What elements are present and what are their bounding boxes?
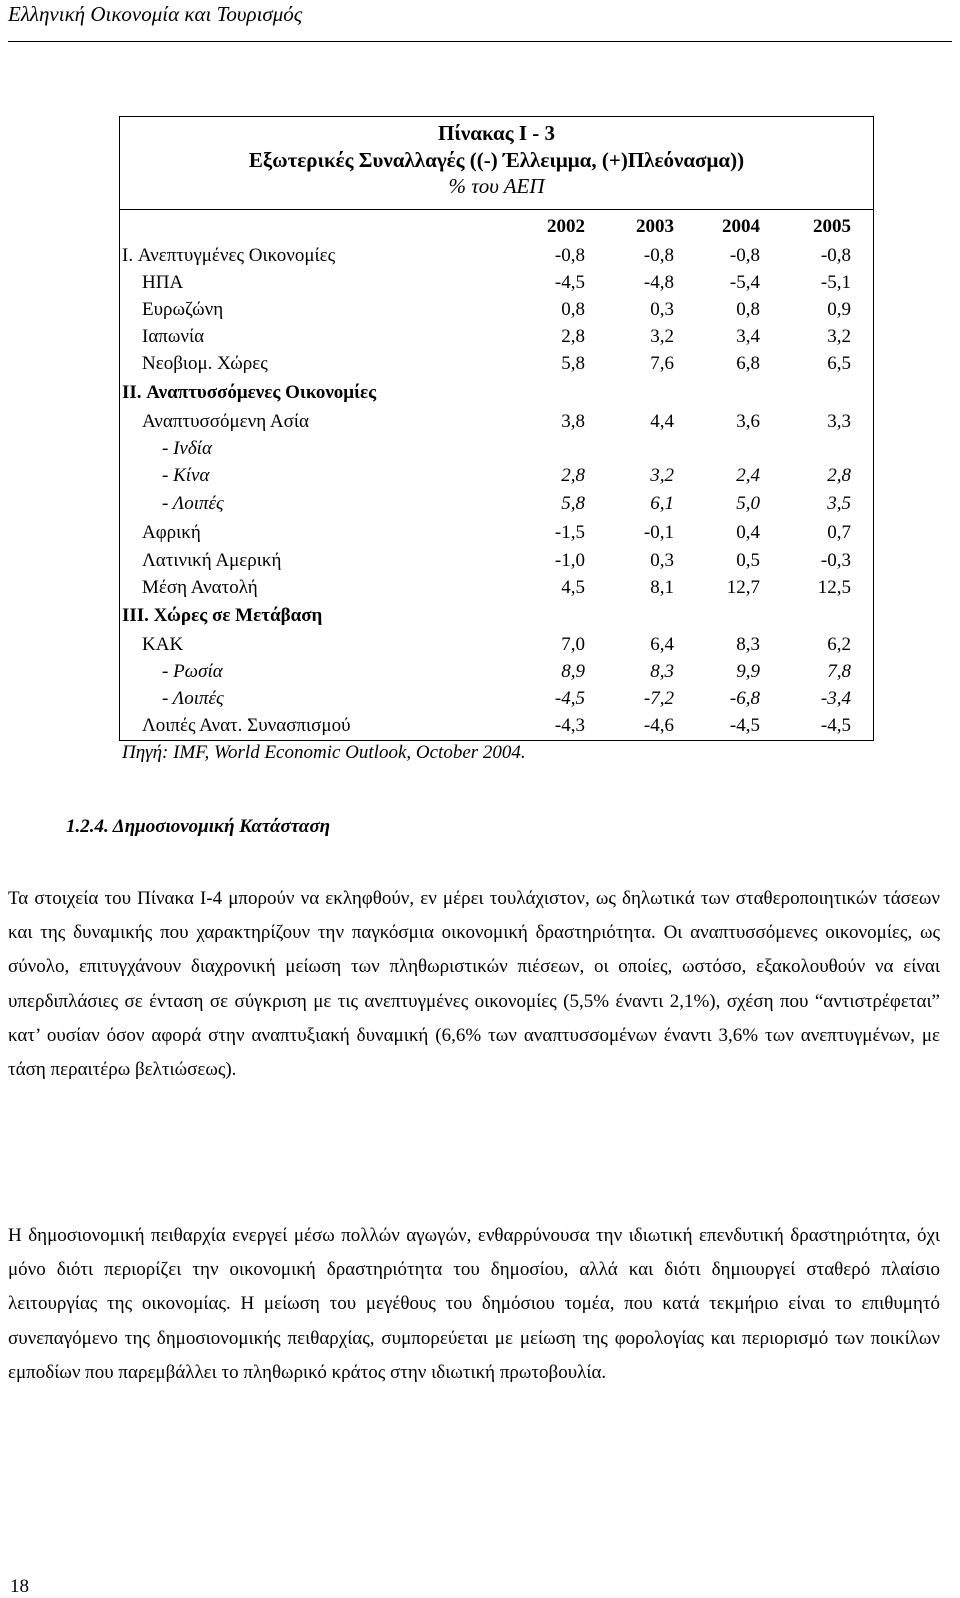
running-header: Ελληνική Οικονομία και Τουρισμός (8, 2, 303, 26)
cell: -4,8 (643, 272, 674, 293)
section-label: III. Χώρες σε Μετάβαση (122, 605, 323, 626)
cell: 8,9 (561, 661, 585, 682)
row-label: Ευρωζώνη (142, 299, 224, 320)
cell: 0,7 (827, 522, 851, 543)
row-label: ΗΠΑ (142, 272, 184, 293)
cell: 7,0 (561, 634, 585, 655)
cell: 2,8 (561, 326, 585, 347)
cell: -4,5 (820, 715, 851, 736)
cell: 9,9 (736, 661, 760, 682)
cell: 0,5 (736, 550, 760, 571)
cell: -6,8 (729, 688, 760, 709)
row-label: - Ινδία (162, 438, 212, 459)
table-row (0, 491, 960, 517)
cell: 3,2 (650, 465, 674, 486)
cell: -0,8 (820, 245, 851, 266)
cell: -4,6 (643, 715, 674, 736)
body-paragraph: Η δημοσιονομική πειθαρχία ενεργεί μέσω πολλών αγωγών, ενθαρρύνουσα την ιδιωτική επενδυτική δραστηριότητα, όχι μόνο διότι περιορίζει την οικονομική δραστηριότητα του δημοσίου, αλλά και διότι δημιουργεί σταθερό πλαίσιο λειτουργίας της οικονομίας. Η μείωση του μεγέθους του δημόσιου τομέα, που κατά τεκμήριο είναι το επιθυμητό συνεπαγόμενο της δημοσιονομικής πειθαρχίας, συμπορεύεται με μείωση της φορολογίας και περιορισμό των ποικίλων εμποδίων που παρεμβάλλει το πληθωρικό κράτος στην ιδιωτική πρωτοβουλία. (8, 1225, 940, 1383)
cell: 12,5 (817, 577, 851, 598)
cell: -7,2 (643, 688, 674, 709)
table-row (0, 686, 960, 712)
row-label: - Λοιπές (162, 493, 224, 514)
table-source-note: Πηγή: IMF, World Economic Outlook, October 2004. (122, 742, 526, 763)
table-row (0, 297, 960, 323)
cell: 4,4 (650, 411, 674, 432)
section-heading: 1.2.4. Δημοσιονομική Κατάσταση (66, 816, 331, 837)
cell: -0,3 (820, 550, 851, 571)
cell: -5,1 (820, 272, 851, 293)
table-row (0, 270, 960, 296)
row-label: Αφρική (142, 522, 201, 543)
table-row (0, 351, 960, 377)
cell: 8,3 (650, 661, 674, 682)
table-section-row (0, 380, 960, 406)
row-label: Λατινική Αμερική (142, 550, 282, 571)
cell: 3,8 (561, 411, 585, 432)
row-label: ΚΑΚ (142, 634, 184, 655)
body-paragraph: Τα στοιχεία του Πίνακα Ι-4 μπορούν να εκληφθούν, εν μέρει τουλάχιστον, ως δηλωτικά των σταθεροποιητικών τάσεων και της δυναμικής που χαρακτηρίζουν την παγκόσμια οικονομική δραστηριότητα. Οι αναπτυσσόμενες οικονομίες, ως σύνολο, επιτυγχάνουν διαχρονική μείωση των πληθωριστικών πιέσεων, οι οποίες, ωστόσο, εξακολουθούν να είναι υπερδιπλάσιες σε ένταση σε σύγκριση με τις ανεπτυγμένες οικονομίες (5,5% έναντι 2,1%), σχέση που “αντιστρέφεται” κατ’ ουσίαν όσον αφορά στην αναπτυξιακή δυναμική (6,6% των αναπτυσσομένων έναντι 3,6% των ανεπτυγμένων, με τάση περαιτέρω βελτιώσεως). (8, 888, 940, 1081)
row-label: - Κίνα (162, 465, 210, 486)
section-label: II. Αναπτυσσόμενες Οικονομίες (122, 382, 377, 403)
table-row (0, 324, 960, 350)
cell: 8,1 (650, 577, 674, 598)
cell: 7,8 (827, 661, 851, 682)
cell: 3,2 (650, 326, 674, 347)
cell: -4,5 (554, 272, 585, 293)
year-header: 2004 (722, 216, 760, 237)
header-rule (8, 41, 952, 42)
table-title: Πίνακας Ι - 3 (438, 121, 555, 145)
year-header: 2002 (547, 216, 585, 237)
cell: 6,8 (736, 353, 760, 374)
cell: 2,4 (736, 465, 760, 486)
cell: 0,3 (650, 299, 674, 320)
cell: 5,0 (736, 493, 760, 514)
cell: 6,4 (650, 634, 674, 655)
row-label: Λοιπές Ανατ. Συνασπισμού (142, 715, 351, 736)
row-label: Ιαπωνία (142, 326, 205, 347)
cell: 3,5 (827, 493, 851, 514)
table-row (0, 243, 960, 269)
cell: 3,3 (827, 411, 851, 432)
cell: -1,5 (554, 522, 585, 543)
table-unit: % του ΑΕΠ (448, 174, 545, 198)
row-label: I. Ανεπτυγμένες Οικονομίες (122, 245, 336, 266)
table-row (0, 575, 960, 601)
cell: 5,8 (561, 353, 585, 374)
year-header: 2005 (813, 216, 851, 237)
table-row (0, 713, 960, 739)
cell: 0,9 (827, 299, 851, 320)
table-row (0, 436, 960, 462)
cell: 12,7 (726, 577, 760, 598)
cell: 6,2 (827, 634, 851, 655)
cell: 7,6 (650, 353, 674, 374)
cell: 0,3 (650, 550, 674, 571)
cell: 4,5 (561, 577, 585, 598)
cell: -1,0 (554, 550, 585, 571)
cell: 2,8 (561, 465, 585, 486)
cell: -4,5 (729, 715, 760, 736)
row-label: - Ρωσία (162, 661, 223, 682)
cell: 3,6 (736, 411, 760, 432)
cell: -4,3 (554, 715, 585, 736)
table-row (0, 659, 960, 685)
cell: -3,4 (820, 688, 851, 709)
cell: 5,8 (561, 493, 585, 514)
cell: 3,2 (827, 326, 851, 347)
table-header-row (0, 214, 960, 240)
table-row (0, 409, 960, 435)
cell: 6,1 (650, 493, 674, 514)
cell: 0,8 (736, 299, 760, 320)
row-label: Νεοβιομ. Χώρες (142, 353, 268, 374)
cell: -0,8 (643, 245, 674, 266)
cell: 0,4 (736, 522, 760, 543)
table-title-divider (119, 209, 874, 210)
row-label: - Λοιπές (162, 688, 224, 709)
cell: -5,4 (729, 272, 760, 293)
cell: -0,8 (554, 245, 585, 266)
cell: 2,8 (827, 465, 851, 486)
cell: 3,4 (736, 326, 760, 347)
row-label: Αναπτυσσόμενη Ασία (142, 411, 309, 432)
cell: -0,1 (643, 522, 674, 543)
row-label: Μέση Ανατολή (142, 577, 258, 598)
cell: 6,5 (827, 353, 851, 374)
page-number: 18 (10, 1576, 29, 1597)
table-row (0, 632, 960, 658)
cell: -4,5 (554, 688, 585, 709)
table-subtitle: Εξωτερικές Συναλλαγές ((-) Έλλειμμα, (+)Πλεόνασμα)) (248, 148, 745, 172)
table-section-row (0, 603, 960, 629)
table-row (0, 548, 960, 574)
cell: -0,8 (729, 245, 760, 266)
table-row (0, 463, 960, 489)
cell: 0,8 (561, 299, 585, 320)
cell: 8,3 (736, 634, 760, 655)
table-row (0, 520, 960, 546)
year-header: 2003 (636, 216, 674, 237)
